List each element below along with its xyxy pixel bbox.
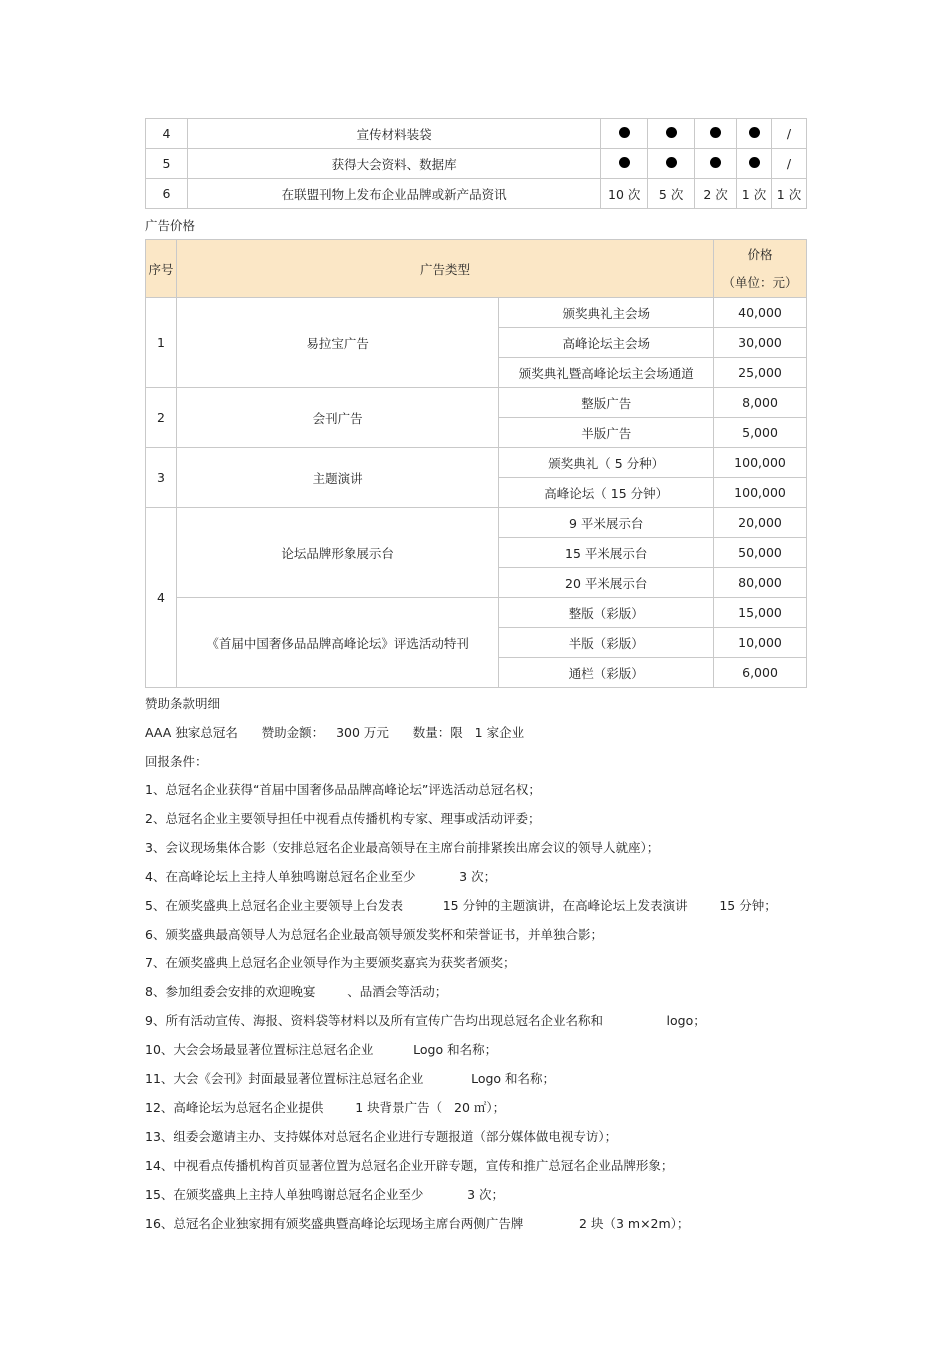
- ad-item-price: 5,000: [714, 418, 807, 448]
- ad-item-label: 20 平米展示台: [499, 568, 714, 598]
- benefit-included-cell: [737, 119, 772, 149]
- ad-item-label: 高峰论坛（ 15 分钟）: [499, 478, 714, 508]
- ad-group-no: 2: [146, 388, 177, 448]
- benefit-no: 6: [146, 179, 188, 209]
- condition-item: 11、大会《会刊》封面最显著位置标注总冠名企业 Logo 和名称；: [145, 1071, 556, 1086]
- benefit-included-cell: [695, 149, 737, 179]
- ad-row: [146, 388, 807, 418]
- benefit-included-cell: [695, 119, 737, 149]
- benefit-included-cell: [648, 119, 695, 149]
- filled-dot-icon: [749, 157, 760, 168]
- condition-item: 10、大会会场最显著位置标注总冠名企业 Logo 和名称；: [145, 1042, 498, 1058]
- benefit-row: [146, 119, 807, 149]
- header-price-label: 价格: [747, 246, 773, 262]
- ad-type-name: 主题演讲: [176, 448, 498, 508]
- ad-item-price: 8,000: [714, 388, 807, 418]
- filled-dot-icon: [710, 127, 721, 138]
- benefit-included-cell: [601, 119, 648, 149]
- ad-section-title: 广告价格: [145, 218, 196, 233]
- ad-item-label: 颁奖典礼主会场: [499, 298, 714, 328]
- benefit-value-cell: 5 次: [648, 179, 695, 209]
- ad-item-label: 整版（彩版）: [499, 598, 714, 628]
- filled-dot-icon: [619, 157, 630, 168]
- condition-item: 13、组委会邀请主办、支持媒体对总冠名企业进行专题报道（部分媒体做电视专访）；: [145, 1128, 618, 1144]
- ad-row: [146, 598, 807, 628]
- ad-item-label: 15 平米展示台: [499, 538, 714, 568]
- benefits-table: [145, 118, 807, 209]
- benefit-value-cell: 2 次: [695, 179, 737, 209]
- ad-type-name: 易拉宝广告: [176, 298, 498, 388]
- condition-item: 3、会议现场集体合影（安排总冠名企业最高领导在主席台前排紧挨出席会议的领导人就座）；: [145, 839, 660, 855]
- ad-item-price: 40,000: [714, 298, 807, 328]
- ad-item-price: 15,000: [714, 598, 807, 628]
- benefit-no: 5: [146, 149, 188, 179]
- ad-item-price: 30,000: [714, 328, 807, 358]
- condition-item: 7、在颁奖盛典上总冠名企业领导作为主要颁奖嘉宾为获奖者颁奖；: [145, 955, 516, 971]
- condition-item: 1、总冠名企业获得“首届中国奢侈品品牌高峰论坛”评选活动总冠名权；: [145, 782, 541, 797]
- filled-dot-icon: [749, 127, 760, 138]
- ad-group-no: 3: [146, 448, 177, 508]
- benefit-included-cell: [648, 149, 695, 179]
- benefit-included-cell: [737, 149, 772, 179]
- ad-price-table: [145, 239, 807, 688]
- ad-item-label: 通栏（彩版）: [499, 658, 714, 688]
- condition-item: 4、在高峰论坛上主持人单独鸣谢总冠名企业至少 3 次；: [145, 868, 497, 884]
- ad-type-name: 论坛品牌形象展示台: [176, 508, 498, 598]
- ad-item-price: 100,000: [714, 448, 807, 478]
- ad-item-price: 6,000: [714, 658, 807, 688]
- ad-item-label: 整版广告: [499, 388, 714, 418]
- benefit-item: 宣传材料装袋: [187, 119, 600, 149]
- filled-dot-icon: [666, 157, 677, 168]
- benefit-included-cell: [601, 149, 648, 179]
- ad-table-header: [146, 240, 807, 298]
- ad-type-name: 《首届中国奢侈品品牌高峰论坛》评选活动特刊: [176, 598, 498, 688]
- condition-item: 12、高峰论坛为总冠名企业提供 1 块背景广告（ 20 ㎡）；: [145, 1099, 506, 1115]
- condition-item: 2、总冠名企业主要领导担任中视看点传播机构专家、理事或活动评委；: [145, 810, 541, 826]
- condition-item: 16、总冠名企业独家拥有颁奖盛典暨高峰论坛现场主席台两侧广告牌 2 块（3 m×2m）；: [145, 1215, 690, 1231]
- condition-item: 9、所有活动宣传、海报、资料袋等材料以及所有宣传广告均出现总冠名企业名称和 logo；: [145, 1013, 706, 1029]
- ad-row: [146, 448, 807, 478]
- ad-item-price: 25,000: [714, 358, 807, 388]
- condition-item: 15、在颁奖盛典上主持人单独鸣谢总冠名企业至少 3 次；: [145, 1186, 505, 1202]
- ad-item-label: 颁奖典礼（ 5 分种）: [499, 448, 714, 478]
- header-price-unit: （单位：元）: [722, 274, 798, 290]
- ad-group-no: 4: [146, 508, 177, 688]
- ad-item-label: 半版（彩版）: [499, 628, 714, 658]
- filled-dot-icon: [619, 127, 630, 138]
- condition-item: 5、在颁奖盛典上总冠名企业主要领导上台发表 15 分钟的主题演讲，在高峰论坛上发表演讲 15 分钟；: [145, 897, 777, 913]
- ad-item-price: 80,000: [714, 568, 807, 598]
- benefit-row: [146, 179, 807, 209]
- benefit-no: 4: [146, 119, 188, 149]
- filled-dot-icon: [710, 157, 721, 168]
- conditions-title: 回报条件：: [145, 754, 208, 769]
- ad-item-label: 9 平米展示台: [499, 508, 714, 538]
- ad-type-name: 会刊广告: [176, 388, 498, 448]
- sponsor-title: 赞助条款明细: [145, 696, 221, 711]
- ad-item-price: 10,000: [714, 628, 807, 658]
- filled-dot-icon: [666, 127, 677, 138]
- benefit-item: 在联盟刊物上发布企业品牌或新产品资讯: [187, 179, 600, 209]
- ad-item-label: 颁奖典礼暨高峰论坛主会场通道: [499, 358, 714, 388]
- ad-group-no: 1: [146, 298, 177, 388]
- ad-row: [146, 508, 807, 538]
- condition-item: 14、中视看点传播机构首页显著位置为总冠名企业开辟专题，宣传和推广总冠名企业品牌形象；: [145, 1157, 674, 1173]
- ad-item-price: 100,000: [714, 478, 807, 508]
- header-price: [714, 240, 807, 298]
- benefit-row: [146, 149, 807, 179]
- ad-item-price: 20,000: [714, 508, 807, 538]
- ad-item-price: 50,000: [714, 538, 807, 568]
- condition-item: 8、参加组委会安排的欢迎晚宴 、品酒会等活动；: [145, 984, 448, 1000]
- benefit-value-cell: /: [772, 119, 807, 149]
- header-no: 序号: [146, 240, 177, 298]
- benefit-value-cell: 10 次: [601, 179, 648, 209]
- benefit-value-cell: 1 次: [772, 179, 807, 209]
- benefit-value-cell: 1 次: [737, 179, 772, 209]
- benefit-value-cell: /: [772, 149, 807, 179]
- ad-item-label: 高峰论坛主会场: [499, 328, 714, 358]
- condition-item: 6、颁奖盛典最高领导人为总冠名企业最高领导颁发奖杯和荣誉证书，并单独合影；: [145, 926, 603, 942]
- header-type: 广告类型: [176, 240, 713, 298]
- sponsor-summary: AAA 独家总冠名 赞助金额： 300 万元 数量：限 1 家企业: [145, 725, 525, 740]
- ad-row: [146, 298, 807, 328]
- benefit-item: 获得大会资料、数据库: [187, 149, 600, 179]
- ad-item-label: 半版广告: [499, 418, 714, 448]
